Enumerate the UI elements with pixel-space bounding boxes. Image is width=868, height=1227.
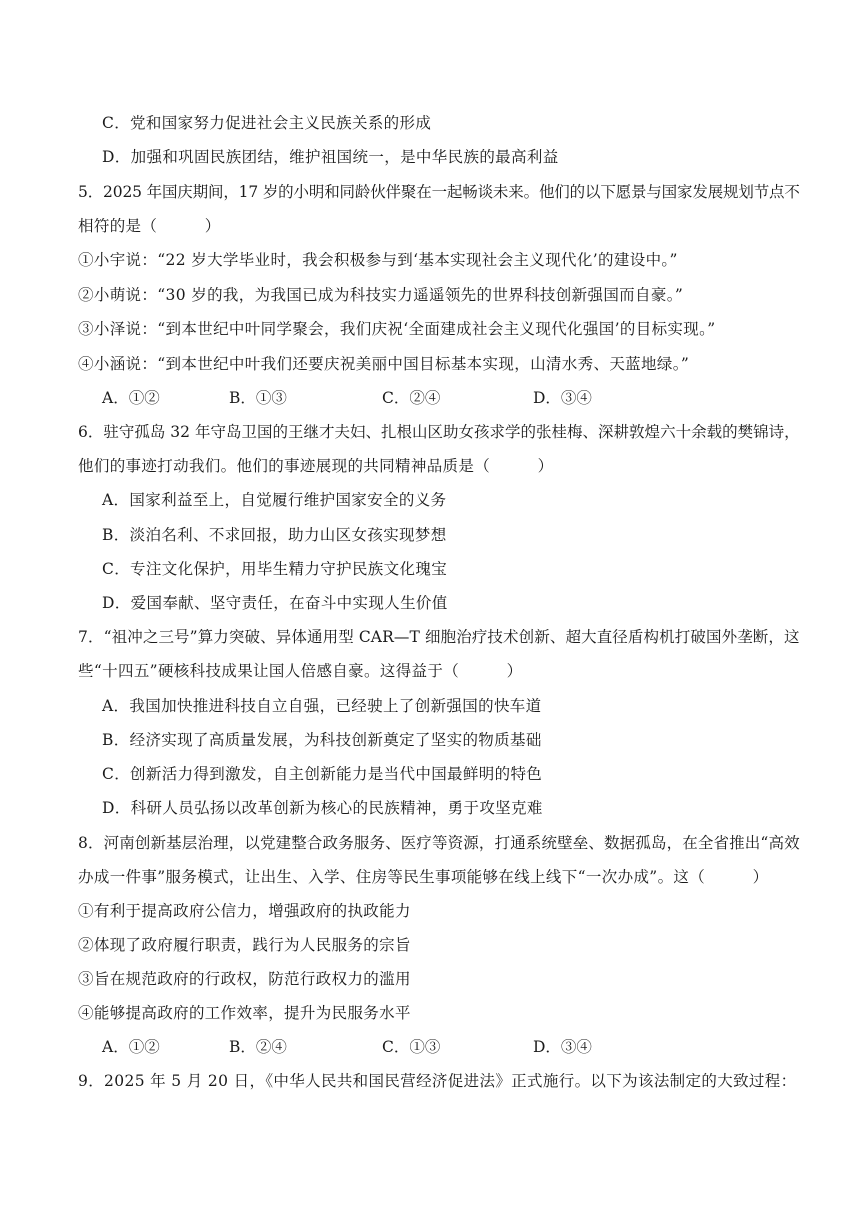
q8-options-row	[0, 1037, 868, 1057]
q8-stem-line-2: 办成一件事”服务模式，让出生、入学、住房等民生事项能够在线上线下“一次办成”。这（ ）	[78, 868, 769, 886]
q8-stem-line-1: 8．河南创新基层治理，以党建整合政务服务、医疗等资源，打通系统壁垒、数据孤岛，在全省推出“高效	[78, 834, 800, 852]
q5-option-b: B．①③	[229, 389, 287, 407]
q5-option-c: C．②④	[382, 389, 441, 407]
q4-option-c: C．党和国家努力促进社会主义民族关系的形成	[102, 114, 432, 132]
q6-option-a: A．国家利益至上，自觉履行维护国家安全的义务	[102, 491, 447, 509]
q8-statement-4: ④能够提高政府的工作效率，提升为民服务水平	[78, 1004, 411, 1022]
q6-option-c: C．专注文化保护，用毕生精力守护民族文化瑰宝	[102, 560, 448, 578]
q8-option-b: B．②④	[229, 1038, 287, 1056]
q8-statement-1: ①有利于提高政府公信力，增强政府的执政能力	[78, 902, 411, 920]
q5-stem-line-1: 5．2025 年国庆期间，17 岁的小明和同龄伙伴聚在一起畅谈未来。他们的以下愿景与国家发展规划节点不	[78, 183, 800, 201]
q7-option-a: A．我国加快推进科技自立自强，已经驶上了创新强国的快车道	[102, 697, 542, 715]
q8-option-c: C．①③	[382, 1038, 441, 1056]
q6-option-d: D．爱国奉献、坚守责任，在奋斗中实现人生价值	[102, 594, 448, 612]
q8-option-a: A．①②	[102, 1038, 160, 1056]
q7-option-c: C．创新活力得到激发，自主创新能力是当代中国最鲜明的特色	[102, 765, 543, 783]
q7-option-b: B．经济实现了高质量发展，为科技创新奠定了坚实的物质基础	[102, 731, 542, 749]
q5-options-row	[0, 388, 868, 408]
q5-statement-1: ①小宇说：“22 岁大学毕业时，我会积极参与到‘基本实现社会主义现代化’的建设中。”	[78, 251, 678, 269]
q5-option-a: A．①②	[102, 389, 160, 407]
q7-option-d: D．科研人员弘扬以改革创新为核心的民族精神，勇于攻坚克难	[102, 799, 543, 817]
q5-statement-2: ②小萌说：“30 岁的我，为我国已成为科技实力遥遥领先的世界科技创新强国而自豪。”	[78, 286, 684, 304]
q6-stem-line-1: 6．驻守孤岛 32 年守岛卫国的王继才夫妇、扎根山区助女孩求学的张桂梅、深耕敦煌六十余载的樊锦诗，	[78, 423, 800, 441]
q8-option-d: D．③④	[533, 1038, 592, 1056]
q5-statement-4: ④小涵说：“到本世纪中叶我们还要庆祝美丽中国目标基本实现，山清水秀、天蓝地绿。”	[78, 355, 690, 373]
q4-option-d: D．加强和巩固民族团结，维护祖国统一，是中华民族的最高利益	[102, 148, 559, 166]
q5-stem-line-2: 相符的是（ ）	[78, 217, 221, 235]
q6-stem-line-2: 他们的事迹打动我们。他们的事迹展现的共同精神品质是（ ）	[78, 457, 554, 475]
q9-stem-line-1: 9．2025 年 5 月 20 日，《中华人民共和国民营经济促进法》正式施行。以下为该法制定的大致过程：	[78, 1072, 797, 1090]
q8-statement-3: ③旨在规范政府的行政权，防范行政权力的滥用	[78, 970, 411, 988]
q8-statement-2: ②体现了政府履行职责，践行为人民服务的宗旨	[78, 936, 411, 954]
q7-stem-line-1: 7．“祖冲之三号”算力突破、异体通用型 CAR—T 细胞治疗技术创新、超大直径盾构机打破国外垄断，这	[78, 628, 800, 646]
q5-option-d: D．③④	[533, 389, 592, 407]
q7-stem-line-2: 些“十四五”硬核科技成果让国人倍感自豪。这得益于（ ）	[78, 662, 523, 680]
q6-option-b: B．淡泊名利、不求回报，助力山区女孩实现梦想	[102, 526, 447, 544]
q5-statement-3: ③小泽说：“到本世纪中叶同学聚会，我们庆祝‘全面建成社会主义现代化强国’的目标实现。”	[78, 320, 716, 338]
